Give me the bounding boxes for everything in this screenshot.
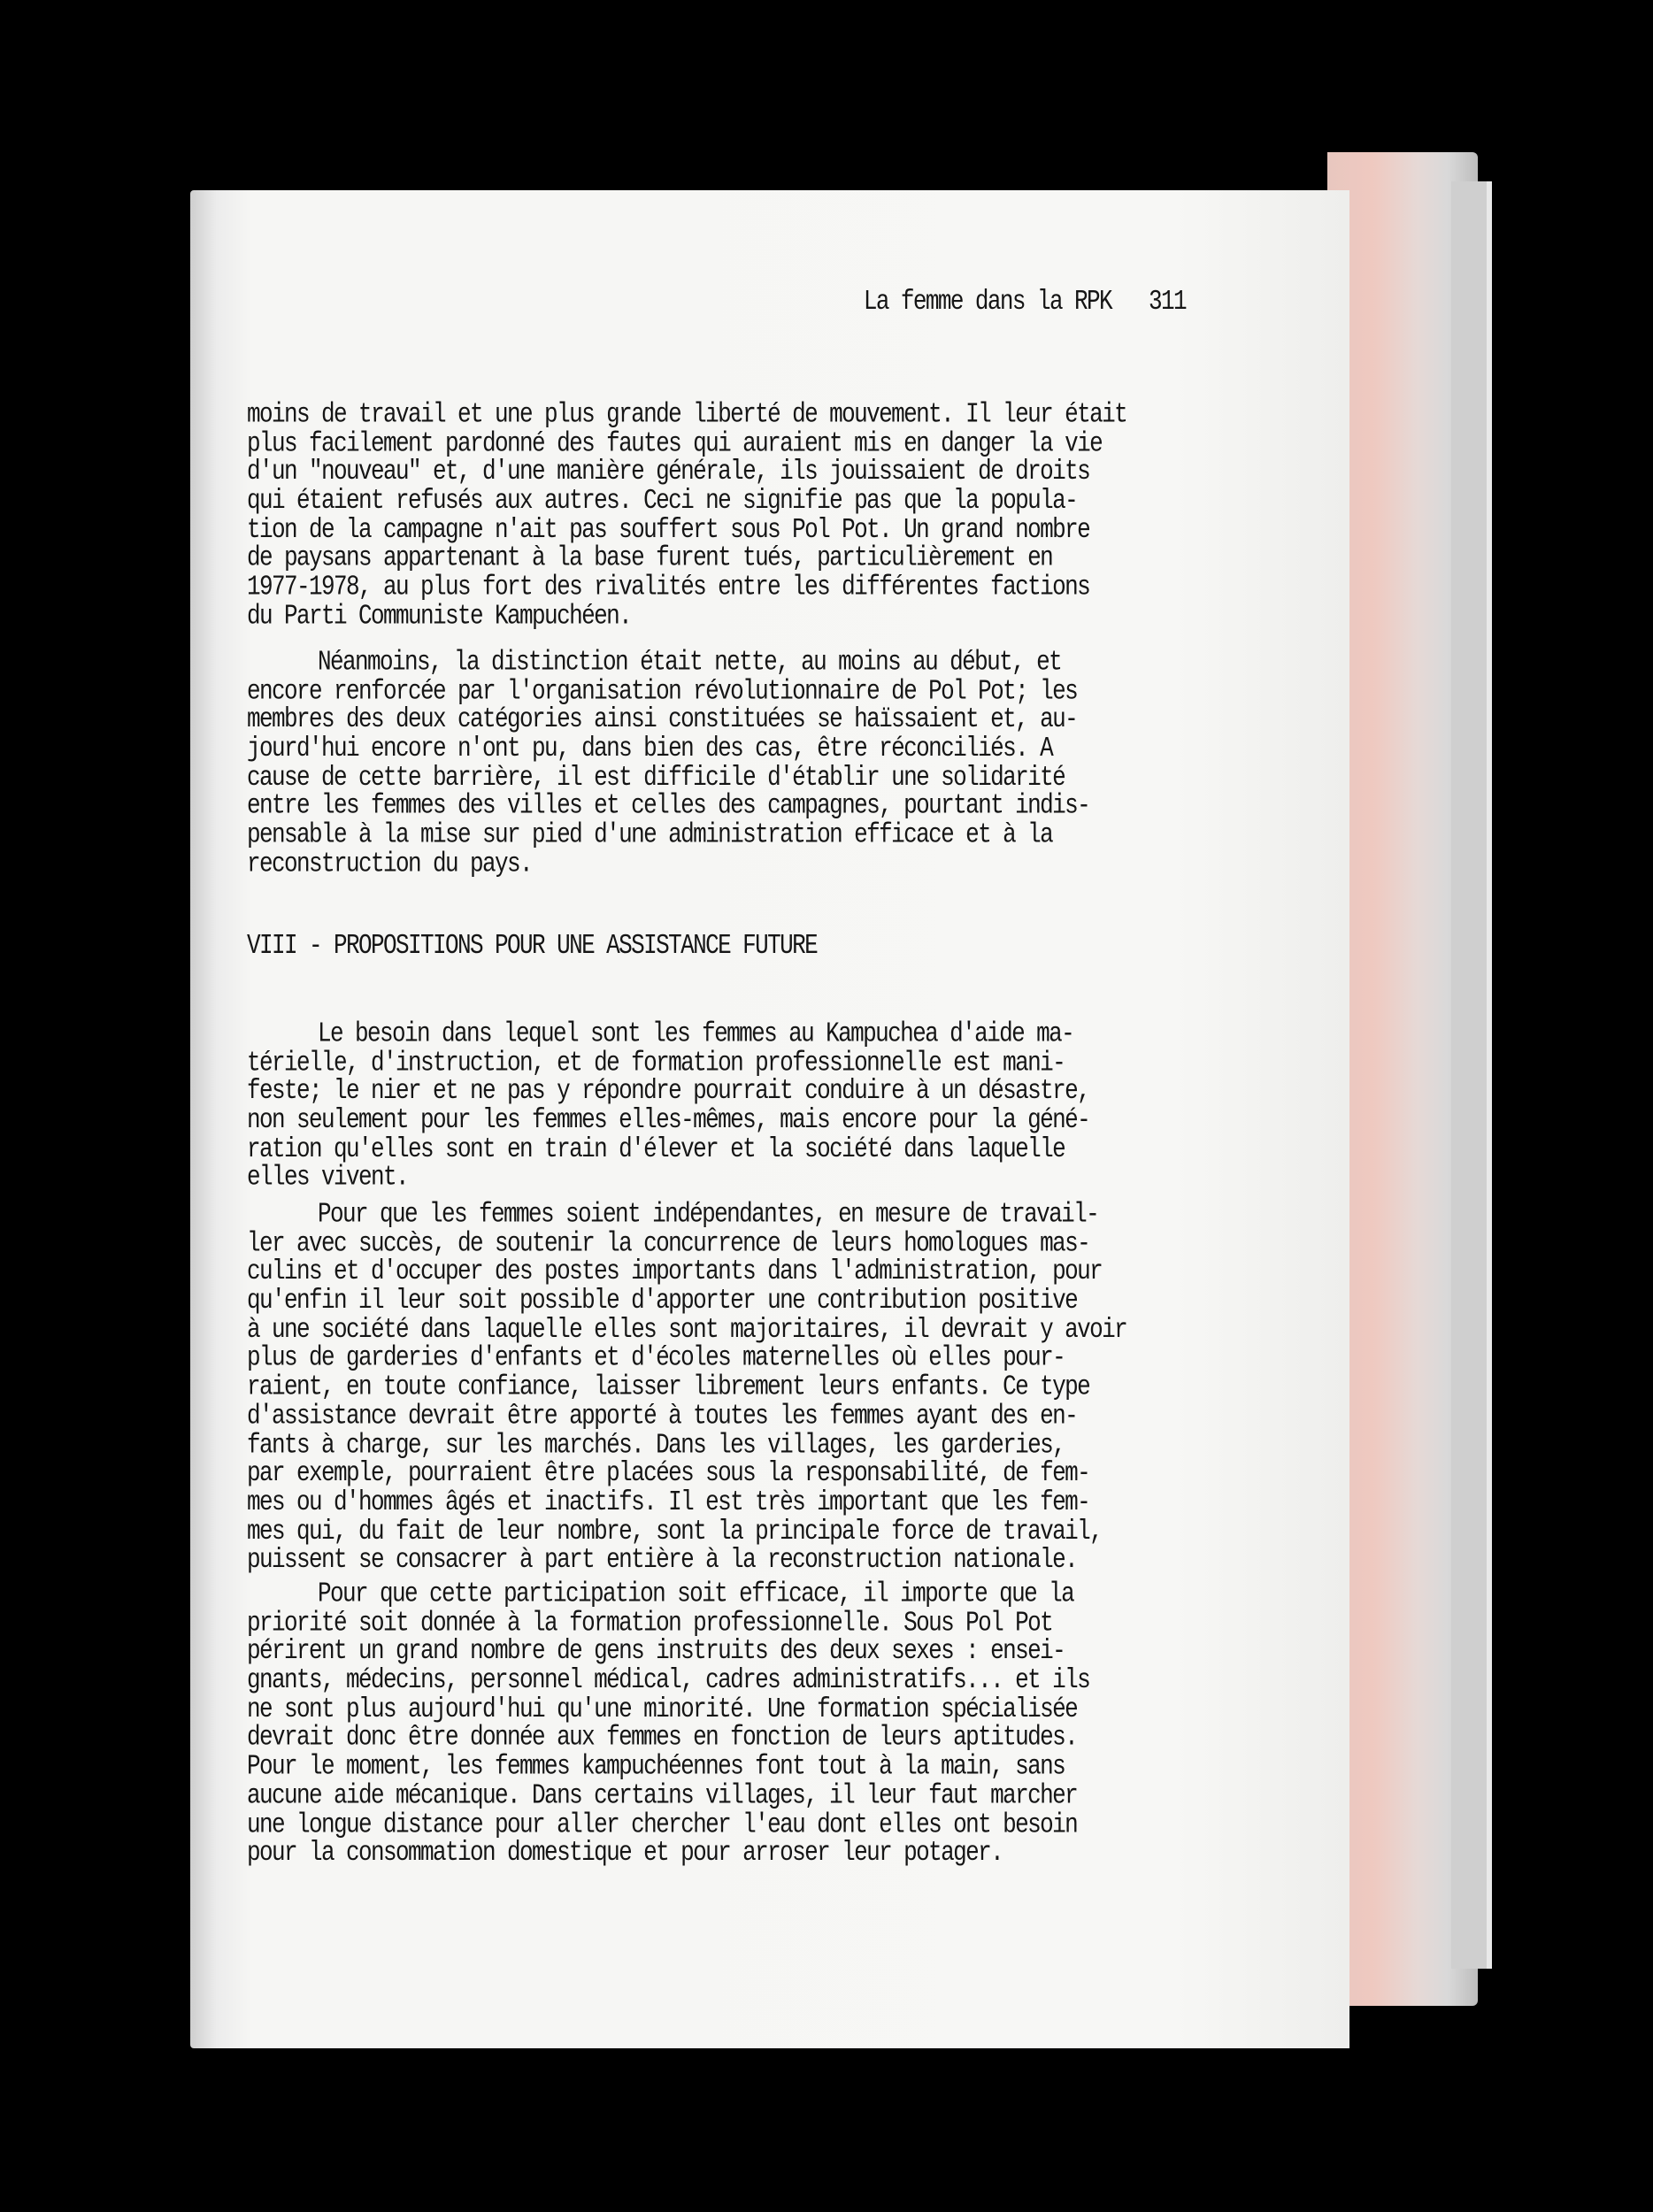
text-line: membres des deux catégories ainsi constituées se haïssaient et, au-: [247, 703, 1078, 736]
text-line: Pour que cette participation soit efficace, il importe que la: [318, 1577, 1074, 1610]
text-line: jourd'hui encore n'ont pu, dans bien des cas, être réconciliés. A: [247, 732, 1053, 764]
text-line: du Parti Communiste Kampuchéen.: [247, 599, 632, 633]
paragraph: [247, 397, 1127, 633]
text-line: plus de garderies d'enfants et d'écoles maternelles où elles pour-: [247, 1341, 1065, 1374]
running-title: La femme dans la RPK: [863, 285, 1111, 318]
text-line: cause de cette barrière, il est difficile d'établir une solidarité: [247, 760, 1065, 794]
paragraph: [247, 1019, 1089, 1192]
text-line: périrent un grand nombre de gens instruits des deux sexes : ensei-: [247, 1634, 1065, 1668]
text-line: Le besoin dans lequel sont les femmes au Kampuchea d'aide ma-: [318, 1017, 1074, 1050]
book-cover-edge: [1451, 181, 1492, 1969]
text-line: pour la consommation domestique et pour arroser leur potager.: [247, 1836, 1003, 1870]
text-line: 1977-1978, au plus fort des rivalités entre les différentes factions: [247, 570, 1090, 603]
text-line: gnants, médecins, personnel médical, cadres administratifs... et ils: [247, 1663, 1090, 1696]
text-line: aucune aide mécanique. Dans certains villages, il leur faut marcher: [247, 1778, 1078, 1812]
text-line: Pour le moment, les femmes kampuchéennes font tout à la main, sans: [247, 1749, 1065, 1783]
text-line: térielle, d'instruction, et de formation professionnelle est mani-: [247, 1046, 1065, 1079]
text-line: d'assistance devrait être apporté à toutes les femmes ayant des en-: [247, 1399, 1078, 1432]
text-line: devrait donc être donnée aux femmes en fonction de leurs aptitudes.: [247, 1721, 1078, 1754]
section-heading: VIII - PROPOSITIONS POUR UNE ASSISTANCE FUTURE: [247, 929, 818, 962]
text-line: à une société dans laquelle elles sont majoritaires, il devrait y avoir: [247, 1312, 1127, 1346]
text-line: plus facilement pardonné des fautes qui auraient mis en danger la vie: [247, 426, 1103, 459]
text-line: Néanmoins, la distinction était nette, au moins au début, et: [318, 645, 1062, 679]
text-line: fants à charge, sur les marchés. Dans les villages, les garderies,: [247, 1428, 1065, 1461]
text-line: par exemple, pourraient être placées sous la responsabilité, de fem-: [247, 1456, 1090, 1490]
text-line: mes qui, du fait de leur nombre, sont la principale force de travail,: [247, 1514, 1103, 1548]
text-line: raient, en toute confiance, laisser librement leurs enfants. Ce type: [247, 1370, 1090, 1403]
running-header: [770, 285, 1186, 318]
paragraph: [247, 645, 1090, 880]
text-line: ne sont plus aujourd'hui qu'une minorité. Une formation spécialisée: [247, 1692, 1078, 1725]
text-line: d'un "nouveau" et, d'une manière générale, ils jouissaient de droits: [247, 455, 1090, 488]
paragraph: [247, 1197, 1127, 1576]
text-line: elles vivent.: [247, 1161, 409, 1194]
text-line: ler avec succès, de soutenir la concurrence de leurs homologues mas-: [247, 1226, 1090, 1259]
text-line: culins et d'occuper des postes importants dans l'administration, pour: [247, 1255, 1103, 1288]
text-line: qui étaient refusés aux autres. Ceci ne signifie pas que la popula-: [247, 484, 1078, 517]
text-line: moins de travail et une plus grande liberté de mouvement. Il leur était: [247, 397, 1127, 431]
text-line: encore renforcée par l'organisation révolutionnaire de Pol Pot; les: [247, 674, 1078, 707]
text-line: Pour que les femmes soient indépendantes, en mesure de travail-: [318, 1197, 1099, 1231]
text-line: entre les femmes des villes et celles des campagnes, pourtant indis-: [247, 789, 1090, 822]
text-line: pensable à la mise sur pied d'une administration efficace et à la: [247, 818, 1053, 851]
text-line: tion de la campagne n'ait pas souffert sous Pol Pot. Un grand nombre: [247, 512, 1090, 546]
paragraph: [247, 1579, 1089, 1868]
text-line: qu'enfin il leur soit possible d'apporter une contribution positive: [247, 1284, 1078, 1317]
text-line: reconstruction du pays.: [247, 847, 533, 880]
text-line: de paysans appartenant à la base furent tués, particulièrement en: [247, 541, 1053, 574]
text-line: ration qu'elles sont en train d'élever et la société dans laquelle: [247, 1132, 1065, 1165]
text-line: puissent se consacrer à part entière à la reconstruction nationale.: [247, 1543, 1078, 1576]
text-line: mes ou d'hommes âgés et inactifs. Il est très important que les fem-: [247, 1486, 1090, 1518]
page-number: 311: [1148, 285, 1186, 318]
text-line: non seulement pour les femmes elles-mêmes, mais encore pour la géné-: [247, 1103, 1090, 1136]
text-line: feste; le nier et ne pas y répondre pourrait conduire à un désastre,: [247, 1074, 1090, 1108]
text-line: priorité soit donnée à la formation professionnelle. Sous Pol Pot: [247, 1606, 1053, 1639]
text-line: une longue distance pour aller chercher l'eau dont elles ont besoin: [247, 1808, 1078, 1840]
